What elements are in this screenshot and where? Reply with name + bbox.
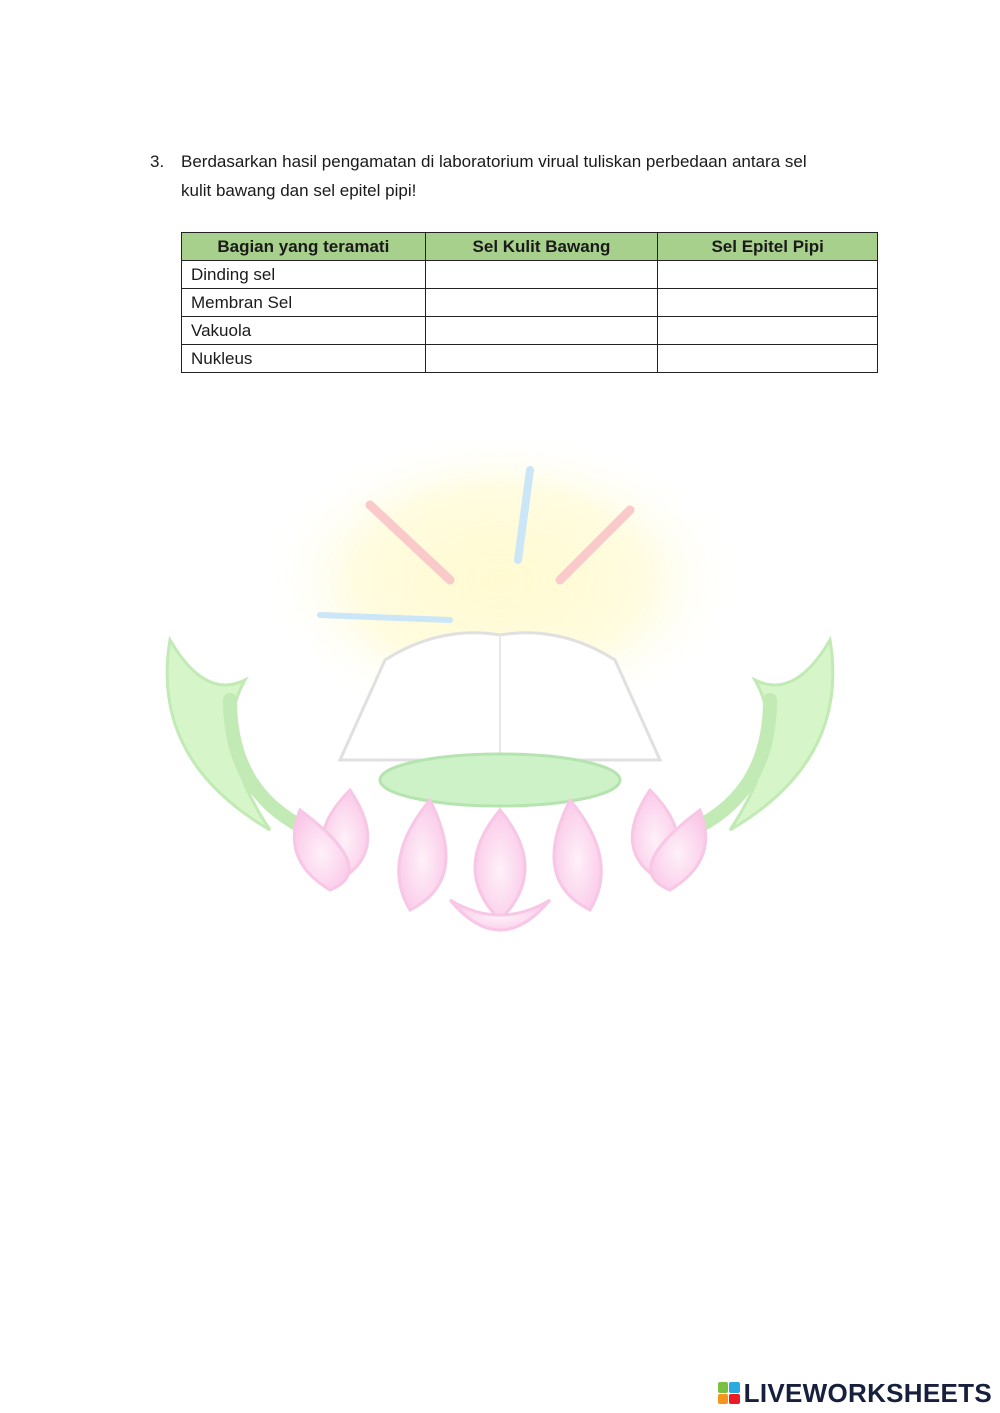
row-part-label: Dinding sel: [182, 261, 426, 289]
table-row: [182, 317, 878, 345]
answer-cell-onion[interactable]: [425, 289, 658, 317]
answer-cell-cheek[interactable]: [658, 345, 878, 373]
brand-name: LIVEWORKSHEETS: [743, 1377, 992, 1408]
question-text: [181, 147, 881, 205]
row-part-label: Vakuola: [182, 317, 426, 345]
liveworksheets-logo-icon: [718, 1382, 740, 1404]
question-number: 3.: [150, 152, 165, 171]
question-text-line-2: kulit bawang dan sel epitel pipi!: [181, 181, 417, 200]
liveworksheets-brand: [718, 1379, 992, 1407]
school-emblem-lotus-book-icon: [150, 440, 850, 980]
answer-cell-cheek[interactable]: [658, 261, 878, 289]
answer-cell-cheek[interactable]: [658, 289, 878, 317]
table-row: [182, 289, 878, 317]
answer-cell-cheek[interactable]: [658, 317, 878, 345]
answer-cell-onion[interactable]: [425, 345, 658, 373]
table-header-row: [182, 233, 878, 261]
answer-cell-onion[interactable]: [425, 261, 658, 289]
answer-cell-onion[interactable]: [425, 317, 658, 345]
table-row: [182, 261, 878, 289]
row-part-label: Nukleus: [182, 345, 426, 373]
header-onion-skin-cell: Sel Kulit Bawang: [425, 233, 658, 261]
question-text-line-1: Berdasarkan hasil pengamatan di laboratorium virual tuliskan perbedaan antara sel: [181, 152, 807, 171]
header-cheek-epithelial-cell: Sel Epitel Pipi: [658, 233, 878, 261]
header-observed-part: Bagian yang teramati: [182, 233, 426, 261]
observation-table: [181, 232, 878, 373]
table-row: [182, 345, 878, 373]
row-part-label: Membran Sel: [182, 289, 426, 317]
